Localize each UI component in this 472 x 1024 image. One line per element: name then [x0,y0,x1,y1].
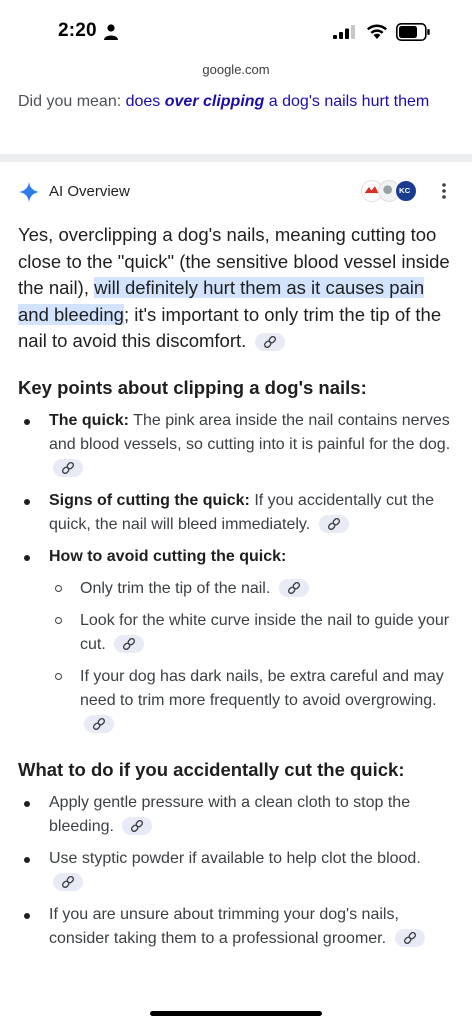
key-points-list [18,409,458,737]
link-icon [61,876,75,888]
source-favicons[interactable] [361,178,419,204]
did-you-mean-prefix: Did you mean: [18,93,126,110]
status-bar [0,0,472,58]
ai-overview-title: AI Overview [49,183,130,200]
source-link-chip[interactable] [53,459,83,477]
source-favicon-3[interactable] [395,180,417,202]
sub-list-item: Look for the white curve inside the nail to guide your cut. [49,609,458,657]
accidental-cut-list [18,791,458,951]
url-bar[interactable]: google.com [202,62,270,77]
sparkle-icon [18,181,40,203]
wifi-icon [366,22,388,39]
list-item: How to avoid cutting the quick: Only trim the tip of the nail. Look for the white curve inside the nail to guide your cut. If your dog has dark nails, be extra careful and may need to trim more frequently to avoid overgrowing. [18,545,458,737]
did-you-mean-link[interactable]: does over clipping a dog's nails hurt them [125,93,430,110]
avoid-quick-sublist [49,577,458,737]
link-icon [287,582,301,594]
ai-overview-summary: Yes, overclipping a dog's nails, meaning cutting too close to the "quick" (the sensitive blood vessel inside the nail), will definitely hurt them as it causes pain and bleeding; it's important to only trim the tip of the nail to avoid this discomfort. [18,224,450,351]
highlighted-answer: will definitely hurt them as it causes pain and bleeding [18,277,425,325]
sub-list-item: If your dog has dark nails, be extra careful and may need to trim more frequently to avoid overgrowing. [49,665,458,737]
section-heading-key-points: Key points about clipping a dog's nails: [18,376,367,398]
list-item: If you are unsure about trimming your dog's nails, consider taking them to a professional groomer. [18,903,458,951]
section-heading-accidental-cut: What to do if you accidentally cut the quick: [18,758,405,780]
source-link-chip[interactable] [279,579,309,597]
link-icon [327,518,341,530]
list-item: Apply gentle pressure with a clean cloth to stop the bleeding. [18,791,458,839]
ai-overview-header [18,178,458,208]
source-link-chip[interactable] [114,635,144,653]
source-link-chip[interactable] [84,715,114,733]
section-divider [0,154,472,162]
source-link-chip[interactable] [255,333,285,351]
sub-list-item: Only trim the tip of the nail. [49,577,458,601]
status-time: 2:20 [58,20,97,41]
more-vert-icon[interactable] [440,181,448,201]
svg-text:KC: KC [399,186,411,196]
list-item: The quick: The pink area inside the nail contains nerves and blood vessels, so cutting into it is painful for the dog. [18,409,458,481]
link-icon [263,336,277,348]
person-icon [104,24,118,40]
source-link-chip[interactable] [395,929,425,947]
link-icon [92,718,106,730]
source-link-chip[interactable] [53,873,83,891]
home-indicator[interactable] [150,1011,322,1016]
did-you-mean [18,90,458,113]
list-item: Signs of cutting the quick: If you accidentally cut the quick, the nail will bleed immediately. [18,489,458,537]
link-icon [122,638,136,650]
cellular-signal-icon [333,25,355,39]
source-link-chip[interactable] [122,817,152,835]
battery-icon [396,23,430,41]
link-icon [403,932,417,944]
source-link-chip[interactable] [319,515,349,533]
list-item: Use styptic powder if available to help clot the blood. [18,847,458,895]
link-icon [130,820,144,832]
ai-overview-content [18,222,458,959]
link-icon [61,462,75,474]
